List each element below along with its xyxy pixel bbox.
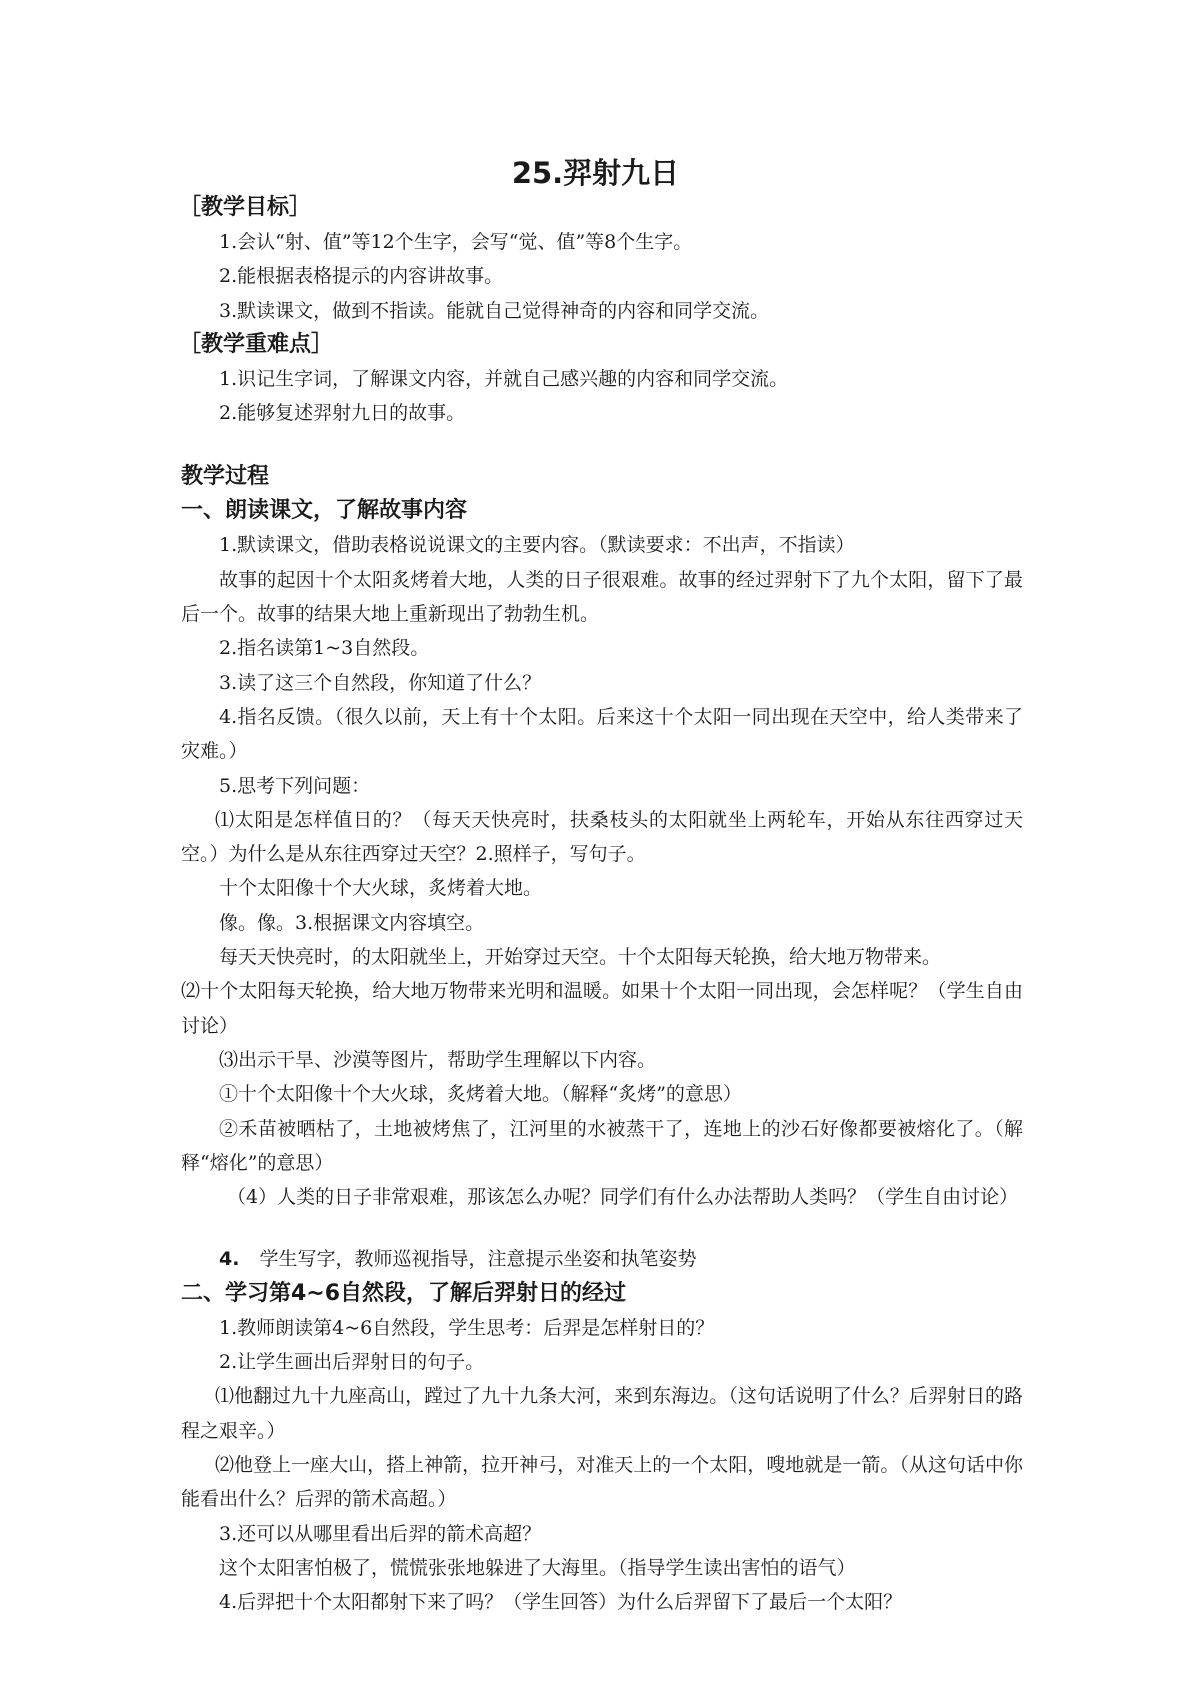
section-heading-goals: ［教学目标］ <box>179 195 312 220</box>
paragraph: （4）人类的日子非常艰难，那该怎么办呢？同学们有什么办法帮助人类吗？（学生自由讨论） <box>227 1186 1019 1209</box>
paragraph: ②禾苗被晒枯了，土地被烤焦了，江河里的水被蒸干了，连地上的沙石好像都要被熔化了。（解释“熔化”的意思） <box>181 1117 1023 1174</box>
section-heading-key-points: ［教学重难点］ <box>179 331 334 357</box>
paragraph: 1.教师朗读第4~6自然段，学生思考：后羿是怎样射日的？ <box>219 1316 715 1339</box>
paragraph: 每天天快亮时，的太阳就坐上，开始穿过天空。十个太阳每天轮换，给大地万物带来。 <box>219 946 942 969</box>
item-text: 学生写字，教师巡视指导，注意提示坐姿和执笔姿势 <box>259 1248 697 1271</box>
paragraph: ⑵他登上一座大山，搭上神箭，拉开神弓，对准天上的一个太阳，嗖地就是一箭。（从这句话中你能看出什么？后羿的箭术高超。） <box>181 1453 1023 1511</box>
paragraph: ⑴他翻过九十九座高山，蹚过了九十九条大河，来到东海边。（这句话说明了什么？后羿射日的路程之艰辛。） <box>181 1385 1023 1442</box>
document-body <box>181 191 1023 1619</box>
paragraph: 故事的起因十个太阳炙烤着大地，人类的日子很艰难。故事的经过羿射下了九个太阳，留下了最后一个。故事的结果大地上重新现出了勃勃生机。 <box>181 568 1023 626</box>
paragraph: 2.让学生画出后羿射日的句子。 <box>219 1351 485 1374</box>
paragraph: 4.后羿把十个太阳都射下来了吗？（学生回答）为什么后羿留下了最后一个太阳？ <box>219 1591 903 1614</box>
section-heading-process: 教学过程 <box>181 464 270 490</box>
paragraph: 这个太阳害怕极了，慌慌张张地躲进了大海里。（指导学生读出害怕的语气） <box>219 1556 856 1579</box>
item-number: 4. <box>219 1248 240 1271</box>
paragraph: 十个太阳像十个大火球，炙烤着大地。 <box>219 877 543 900</box>
paragraph: 2.指名读第1~3自然段。 <box>219 637 430 660</box>
part2-heading: 二、学习第4~6自然段，了解后羿射日的经过 <box>181 1280 627 1306</box>
paragraph: 1.默读课文，借助表格说说课文的主要内容。（默读要求：不出声，不指读） <box>219 534 855 557</box>
part1-heading: 一、朗读课文，了解故事内容 <box>181 498 468 524</box>
paragraph: 3.还可以从哪里看出后羿的箭术高超？ <box>219 1522 542 1545</box>
paragraph: ①十个太阳像十个大火球，炙烤着大地。（解释“炙烤”的意思） <box>219 1083 742 1106</box>
page-title: 25.羿射九日 <box>511 156 680 190</box>
key-point-item: 2.能够复述羿射九日的故事。 <box>219 402 466 425</box>
paragraph: 5.思考下列问题： <box>219 774 371 797</box>
paragraph: ⑴太阳是怎样值日的？（每天天快亮时，扶桑枝头的太阳就坐上两轮车，开始从东往西穿过天空。）为什么是从东往西穿过天空？2.照样子，写句子。 <box>181 808 1023 866</box>
paragraph: 3.读了这三个自然段，你知道了什么？ <box>219 671 542 694</box>
paragraph: 像。像。3.根据课文内容填空。 <box>219 911 485 934</box>
paragraph: ⑵十个太阳每天轮换，给大地万物带来光明和温暖。如果十个太阳一同出现，会怎样呢？（学生自由讨论） <box>181 980 1023 1037</box>
goal-item: 2.能根据表格提示的内容讲故事。 <box>219 265 504 288</box>
paragraph: ⑶出示干旱、沙漠等图片，帮助学生理解以下内容。 <box>219 1048 657 1071</box>
goal-item: 1.会认“射、值”等12个生字，会写“觉、值”等8个生字。 <box>219 231 693 253</box>
paragraph: 4.指名反馈。（很久以前，天上有十个太阳。后来这十个太阳一同出现在天空中，给人类带来了灾难。） <box>181 705 1023 763</box>
numbered-item <box>181 1242 1023 1276</box>
key-point-item: 1.识记生字词，了解课文内容，并就自己感兴趣的内容和同学交流。 <box>219 367 789 390</box>
goal-item: 3.默读课文，做到不指读。能就自己觉得神奇的内容和同学交流。 <box>219 299 770 322</box>
